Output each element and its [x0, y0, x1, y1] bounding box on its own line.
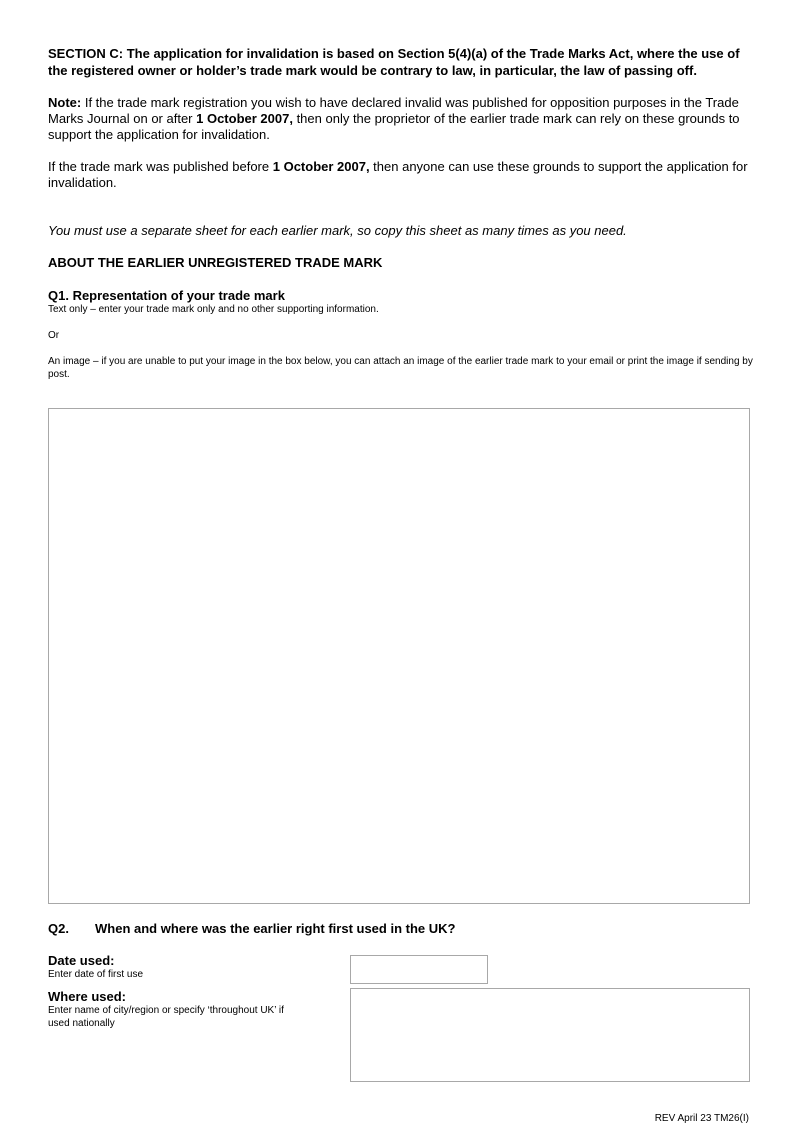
note-paragraph [48, 95, 760, 143]
q1-title: Q1. Representation of your trade mark [48, 288, 285, 303]
separate-sheet-instruction: You must use a separate sheet for each earlier mark, so copy this sheet as many times as you need. [48, 223, 627, 238]
q2-question: When and where was the earlier right first used in the UK? [95, 921, 456, 936]
trademark-representation-box[interactable] [48, 408, 750, 904]
where-used-label: Where used: [48, 989, 127, 1004]
q1-or-label: Or [48, 330, 60, 341]
before-date-text-before: If the trade mark was published before [48, 159, 273, 174]
before-date-paragraph [48, 159, 760, 191]
q1-image-note: An image – if you are unable to put your image in the box below, you can attach an image of the earlier trade mark to your email or print the image if sending by post. [48, 356, 753, 380]
note-text-after: then only the proprietor of the earlier trade mark can rely on these grounds to support the application for invalidation. [48, 111, 740, 142]
revision-footer: REV April 23 TM26(I) [654, 1113, 749, 1124]
note-date: 1 October 2007, [196, 111, 293, 126]
earlier-mark-subheading: ABOUT THE EARLIER UNREGISTERED TRADE MARK [48, 255, 383, 270]
date-used-label: Date used: [48, 953, 115, 968]
section-c-heading: SECTION C: The application for invalidation is based on Section 5(4)(a) of the Trade Marks Act, where the use of the registered owner or holder’s trade mark would be contrary to law, in particular, the law of passing off. [48, 46, 740, 78]
where-used-field[interactable] [350, 988, 750, 1082]
note-text-before: If the trade mark registration you wish to have declared invalid was published for opposition purposes in the Trade Marks Journal on or after [48, 95, 739, 126]
before-date-date: 1 October 2007, [272, 159, 370, 174]
date-used-field[interactable] [350, 955, 488, 984]
q2-number: Q2. [48, 921, 69, 936]
where-used-hint: Enter name of city/region or specify ‘throughout UK’ if used nationally [48, 1005, 284, 1029]
q1-text-only-hint: Text only – enter your trade mark only and no other supporting information. [48, 304, 379, 315]
before-date-text-after: then anyone can use these grounds to support the application for invalidation. [48, 159, 748, 190]
date-used-hint: Enter date of first use [48, 969, 144, 980]
note-label: Note: [48, 95, 82, 110]
